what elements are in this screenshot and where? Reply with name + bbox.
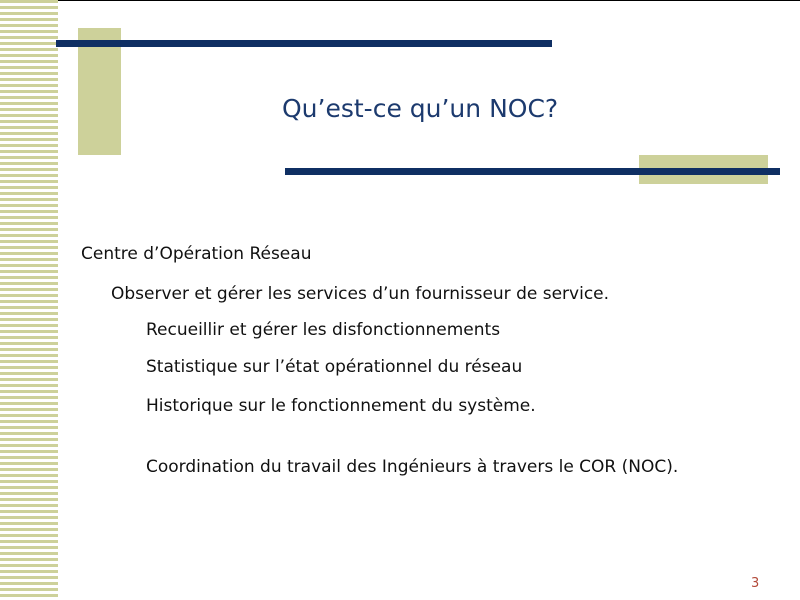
bullet-text: Observer et gérer les services d’un fournisseur de service. [111, 284, 610, 304]
sub-bullet-text: Statistique sur l’état opérationnel du réseau [146, 357, 523, 377]
section-heading: Centre d’Opération Réseau [81, 244, 312, 264]
left-stripe-decoration [0, 0, 58, 600]
decorative-vertical-block [78, 28, 121, 155]
top-border [0, 0, 800, 1]
coordination-note: Coordination du travail des Ingénieurs à travers le COR (NOC). [146, 457, 679, 477]
sub-bullet-text: Recueillir et gérer les disfonctionnements [146, 320, 501, 340]
decorative-top-bar [56, 40, 552, 47]
decorative-title-underline-bar [285, 168, 780, 175]
page-number: 3 [751, 576, 760, 591]
slide-title: Qu’est-ce qu’un NOC? [282, 94, 559, 123]
sub-bullet-text: Historique sur le fonctionnement du système. [146, 396, 536, 416]
